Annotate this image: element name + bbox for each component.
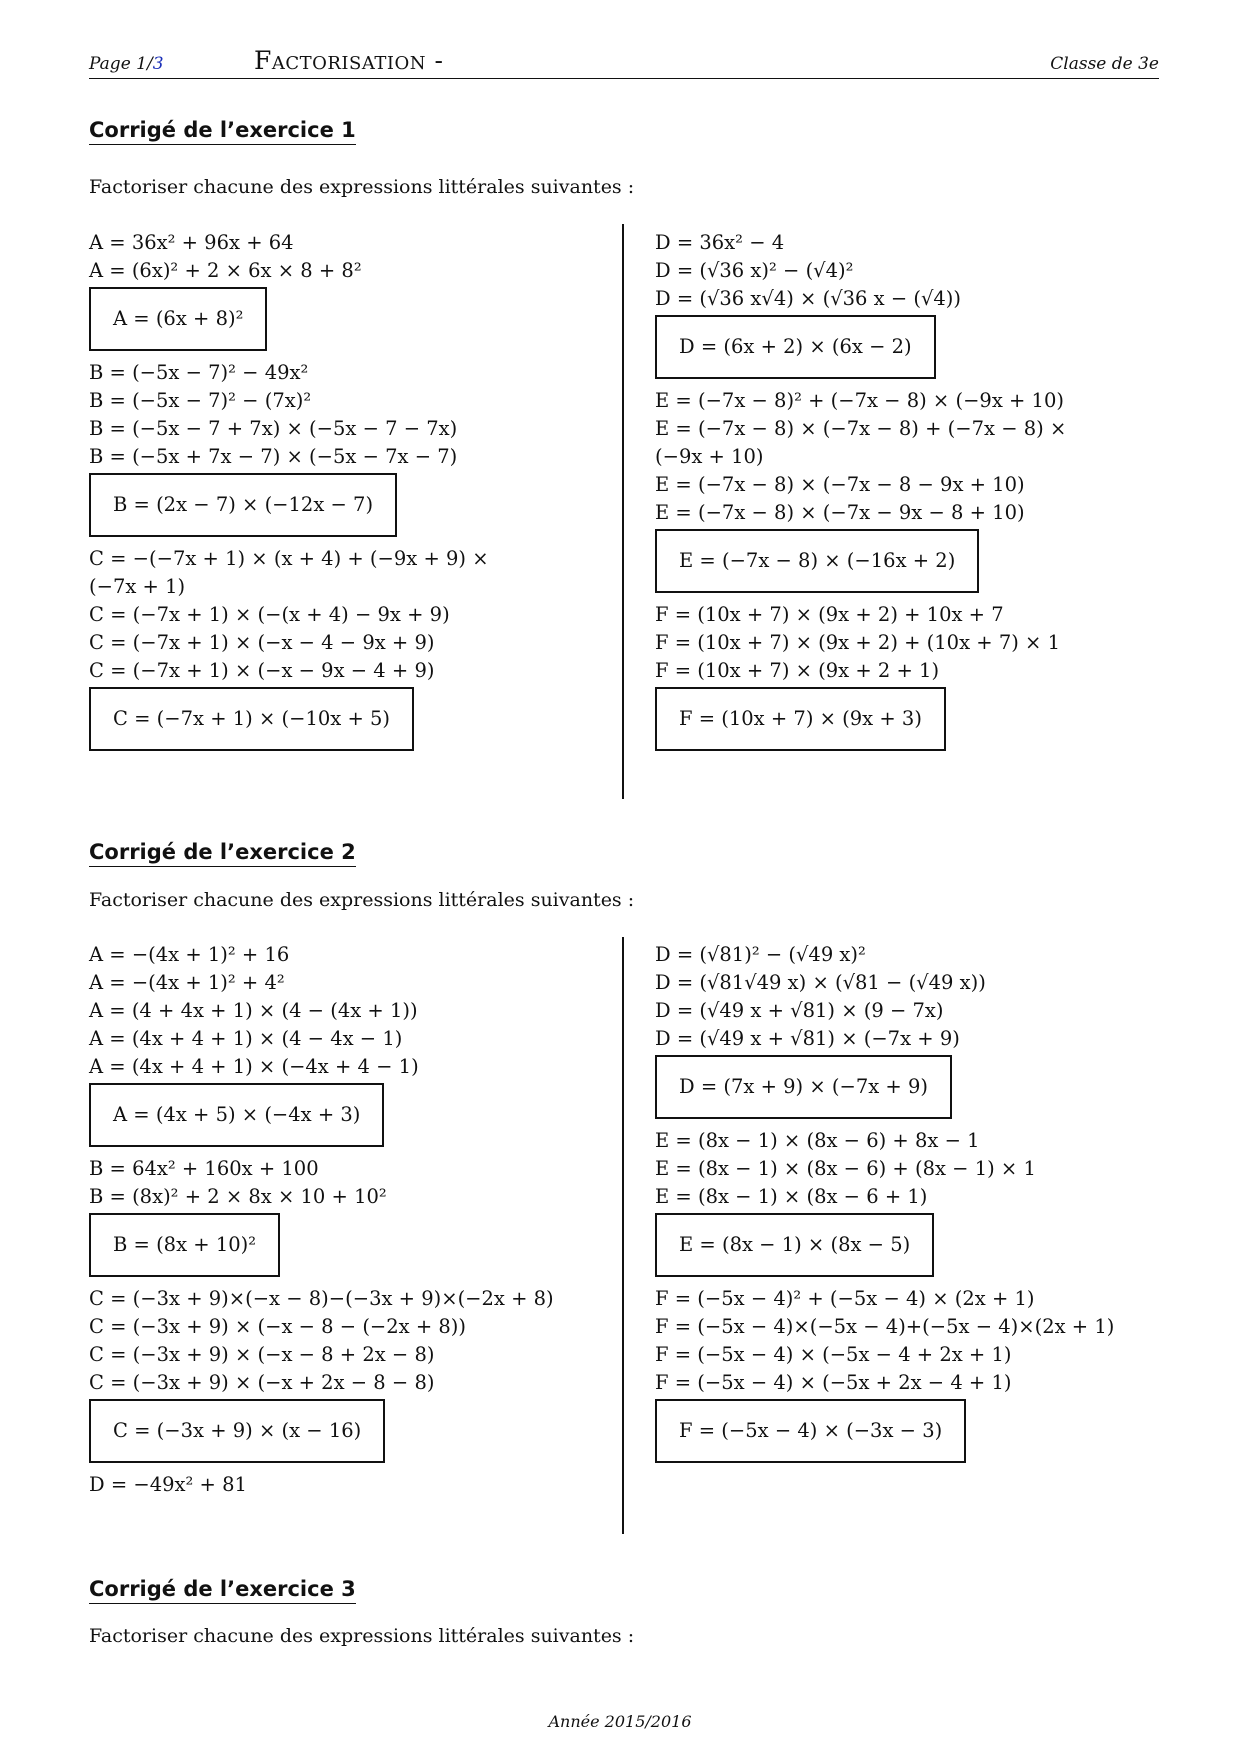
expression-line: E = (−7x − 8) × (−7x − 9x − 8 + 10): [655, 501, 1025, 524]
expression-line: E = (−7x − 8) × (−7x − 8 − 9x + 10): [655, 473, 1025, 496]
expression-line: A = (4 + 4x + 1) × (4 − (4x + 1)): [89, 999, 418, 1022]
exercise-3-instruction: Factoriser chacune des expressions littérales suivantes :: [89, 1625, 635, 1647]
expression-line: C = (−7x + 1) × (−(x + 4) − 9x + 9): [89, 603, 450, 626]
expression-line: D = (√81)² − (√49 x)²: [655, 943, 866, 966]
column-divider: [622, 224, 624, 799]
expression-line: A = (6x)² + 2 × 6x × 8 + 8²: [89, 259, 362, 282]
exercise-3-title: Corrigé de l’exercice 3: [89, 1577, 356, 1604]
expression-line: C = −(−7x + 1) × (x + 4) + (−9x + 9) ×: [89, 547, 489, 570]
expression-line: C = (−3x + 9)×(−x − 8)−(−3x + 9)×(−2x + 8): [89, 1287, 554, 1310]
expression-line: F = (−5x − 4) × (−5x + 2x − 4 + 1): [655, 1371, 1012, 1394]
expression-line: D = (√36 x√4) × (√36 x − (√4)): [655, 287, 962, 310]
exercise-2-left-column: [89, 941, 594, 1499]
expression-line: E = (8x − 1) × (8x − 6) + (8x − 1) × 1: [655, 1157, 1036, 1180]
expression-line: E = (−7x − 8) × (−7x − 8) + (−7x − 8) ×: [655, 417, 1067, 440]
expression-line: A = (4x + 4 + 1) × (4 − 4x − 1): [89, 1027, 403, 1050]
expression-line: C = (−7x + 1) × (−x − 4 − 9x + 9): [89, 631, 435, 654]
exercise-2-right-column: [655, 941, 1160, 1471]
expression-line: C = (−7x + 1) × (−x − 9x − 4 + 9): [89, 659, 435, 682]
expression-line: A = (4x + 4 + 1) × (−4x + 4 − 1): [89, 1055, 419, 1078]
page-number: Page 1/3: [89, 54, 164, 74]
boxed-result: A = (6x + 8)²: [89, 287, 267, 351]
expression-line: F = (10x + 7) × (9x + 2) + 10x + 7: [655, 603, 1004, 626]
expression-line: (−9x + 10): [655, 445, 764, 468]
boxed-result: D = (6x + 2) × (6x − 2): [655, 315, 936, 379]
expression-line: C = (−3x + 9) × (−x − 8 + 2x − 8): [89, 1343, 435, 1366]
class-label: Classe de 3e: [1050, 54, 1159, 74]
expression-line: B = 64x² + 160x + 100: [89, 1157, 319, 1180]
expression-line: E = (8x − 1) × (8x − 6) + 8x − 1: [655, 1129, 980, 1152]
expression-line: D = (√36 x)² − (√4)²: [655, 259, 854, 282]
expression-line: D = (√49 x + √81) × (−7x + 9): [655, 1027, 960, 1050]
boxed-result: D = (7x + 9) × (−7x + 9): [655, 1055, 952, 1119]
footer-year: Année 2015/2016: [548, 1712, 692, 1731]
boxed-result: E = (8x − 1) × (8x − 5): [655, 1213, 934, 1277]
expression-line: F = (10x + 7) × (9x + 2 + 1): [655, 659, 940, 682]
expression-line: F = (−5x − 4)² + (−5x − 4) × (2x + 1): [655, 1287, 1035, 1310]
expression-line: D = 36x² − 4: [655, 231, 785, 254]
boxed-result: B = (2x − 7) × (−12x − 7): [89, 473, 397, 537]
expression-line: A = 36x² + 96x + 64: [89, 231, 294, 254]
expression-line: E = (8x − 1) × (8x − 6 + 1): [655, 1185, 928, 1208]
exercise-1-title: Corrigé de l’exercice 1: [89, 118, 356, 145]
exercise-1-left-column: [89, 229, 594, 759]
expression-line: D = (√49 x + √81) × (9 − 7x): [655, 999, 944, 1022]
expression-line: B = (−5x + 7x − 7) × (−5x − 7x − 7): [89, 445, 458, 468]
expression-line: F = (−5x − 4)×(−5x − 4)+(−5x − 4)×(2x + 1): [655, 1315, 1115, 1338]
expression-line: A = −(4x + 1)² + 16: [89, 943, 290, 966]
boxed-result: B = (8x + 10)²: [89, 1213, 280, 1277]
boxed-result: A = (4x + 5) × (−4x + 3): [89, 1083, 384, 1147]
boxed-result: E = (−7x − 8) × (−16x + 2): [655, 529, 979, 593]
boxed-result: C = (−3x + 9) × (x − 16): [89, 1399, 385, 1463]
expression-line: B = (8x)² + 2 × 8x × 10 + 10²: [89, 1185, 387, 1208]
page-header: [89, 44, 1159, 79]
boxed-result: C = (−7x + 1) × (−10x + 5): [89, 687, 414, 751]
expression-line: B = (−5x − 7)² − 49x²: [89, 361, 309, 384]
expression-line: A = −(4x + 1)² + 4²: [89, 971, 285, 994]
expression-line: B = (−5x − 7)² − (7x)²: [89, 389, 312, 412]
boxed-result: F = (−5x − 4) × (−3x − 3): [655, 1399, 966, 1463]
exercise-1-instruction: Factoriser chacune des expressions littérales suivantes :: [89, 176, 635, 198]
column-divider: [622, 937, 624, 1534]
exercise-2-instruction: Factoriser chacune des expressions littérales suivantes :: [89, 889, 635, 911]
expression-line: C = (−3x + 9) × (−x + 2x − 8 − 8): [89, 1371, 435, 1394]
expression-line: E = (−7x − 8)² + (−7x − 8) × (−9x + 10): [655, 389, 1064, 412]
page-total-link[interactable]: 3: [152, 54, 164, 74]
expression-line: F = (−5x − 4) × (−5x − 4 + 2x + 1): [655, 1343, 1012, 1366]
expression-line: D = −49x² + 81: [89, 1473, 247, 1496]
expression-line: D = (√81√49 x) × (√81 − (√49 x)): [655, 971, 986, 994]
exercise-2-title: Corrigé de l’exercice 2: [89, 840, 356, 867]
expression-line: (−7x + 1): [89, 575, 186, 598]
expression-line: C = (−3x + 9) × (−x − 8 − (−2x + 8)): [89, 1315, 467, 1338]
expression-line: F = (10x + 7) × (9x + 2) + (10x + 7) × 1: [655, 631, 1060, 654]
document-title: Factorisation -: [254, 46, 444, 75]
expression-line: B = (−5x − 7 + 7x) × (−5x − 7 − 7x): [89, 417, 458, 440]
boxed-result: F = (10x + 7) × (9x + 3): [655, 687, 946, 751]
exercise-1-right-column: [655, 229, 1160, 759]
